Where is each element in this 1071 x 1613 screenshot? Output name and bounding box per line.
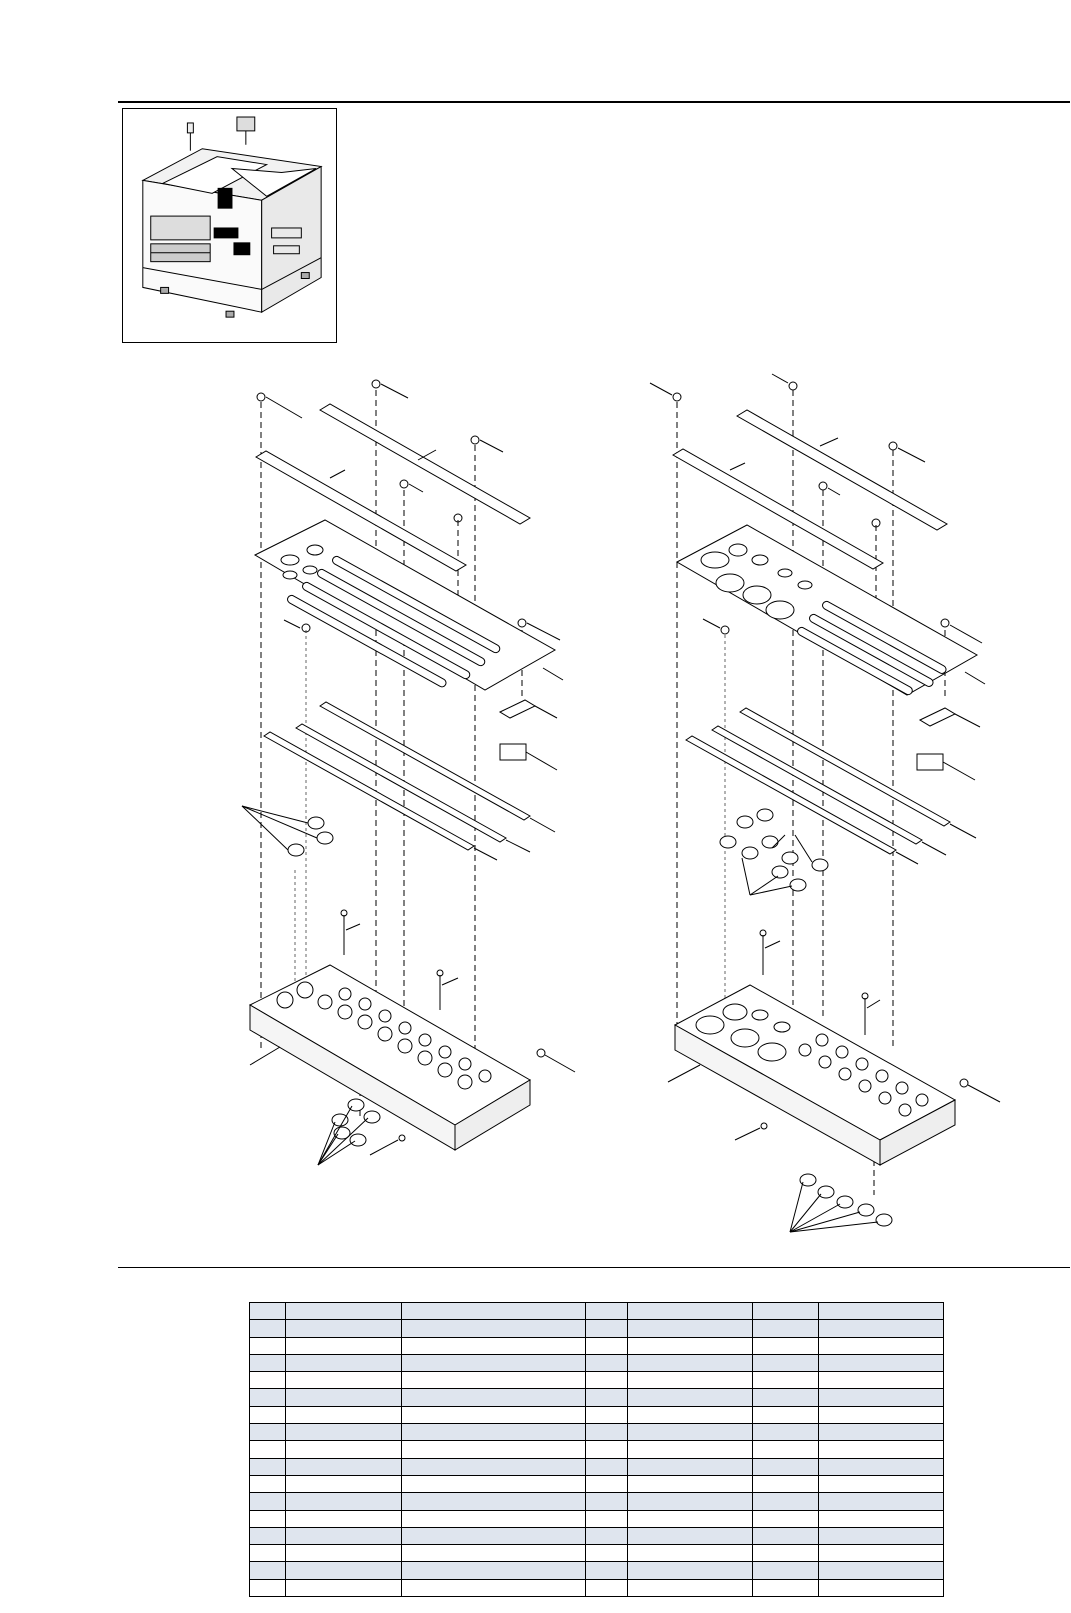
table-cell [819, 1320, 944, 1337]
table-cell [402, 1493, 586, 1510]
table-cell [628, 1406, 753, 1423]
table-cell [402, 1441, 586, 1458]
table-cell [628, 1424, 753, 1441]
table-cell [250, 1458, 286, 1475]
table-cell [628, 1372, 753, 1389]
table-cell [586, 1510, 628, 1527]
table-cell [753, 1320, 819, 1337]
table-row [250, 1303, 944, 1320]
table-cell [753, 1354, 819, 1371]
table-cell [586, 1389, 628, 1406]
table-cell [250, 1441, 286, 1458]
table-cell [819, 1562, 944, 1579]
table-row [250, 1579, 944, 1596]
table-cell [753, 1372, 819, 1389]
table-cell [586, 1337, 628, 1354]
table-cell [286, 1303, 402, 1320]
table-cell [628, 1562, 753, 1579]
table-row [250, 1424, 944, 1441]
table-cell [753, 1527, 819, 1544]
table-cell [250, 1527, 286, 1544]
table-cell [753, 1389, 819, 1406]
table-cell [250, 1424, 286, 1441]
table-cell [586, 1320, 628, 1337]
table-cell [250, 1406, 286, 1423]
table-cell [286, 1441, 402, 1458]
table-cell [819, 1303, 944, 1320]
table-cell [286, 1475, 402, 1492]
table-row [250, 1389, 944, 1406]
table-cell [753, 1510, 819, 1527]
table-cell [753, 1337, 819, 1354]
right-assembly [650, 374, 1000, 1232]
table-cell [586, 1424, 628, 1441]
table-cell [586, 1372, 628, 1389]
table-cell [402, 1389, 586, 1406]
table-cell [250, 1545, 286, 1562]
table-cell [286, 1320, 402, 1337]
table-cell [250, 1475, 286, 1492]
table-cell [628, 1493, 753, 1510]
table-cell [819, 1458, 944, 1475]
table-row [250, 1458, 944, 1475]
table-cell [402, 1406, 586, 1423]
table-cell [286, 1389, 402, 1406]
table-cell [286, 1458, 402, 1475]
table-cell [286, 1527, 402, 1544]
table-cell [628, 1441, 753, 1458]
table-cell [250, 1303, 286, 1320]
table-cell [753, 1493, 819, 1510]
table-cell [753, 1562, 819, 1579]
table-cell [753, 1579, 819, 1596]
table-row [250, 1337, 944, 1354]
table-cell [286, 1337, 402, 1354]
table-row [250, 1562, 944, 1579]
table-cell [586, 1441, 628, 1458]
table-cell [402, 1475, 586, 1492]
table-cell [402, 1510, 586, 1527]
table-cell [402, 1372, 586, 1389]
table-cell [250, 1389, 286, 1406]
table-cell [250, 1493, 286, 1510]
section-divider [118, 1267, 1070, 1268]
table-cell [586, 1545, 628, 1562]
table-row [250, 1372, 944, 1389]
table-cell [753, 1303, 819, 1320]
exploded-assembly-drawing [0, 360, 1071, 1240]
table-cell [286, 1579, 402, 1596]
table-cell [753, 1441, 819, 1458]
table-cell [819, 1354, 944, 1371]
table-row [250, 1406, 944, 1423]
left-assembly [242, 380, 575, 1165]
table-cell [286, 1372, 402, 1389]
table-cell [753, 1475, 819, 1492]
table-row [250, 1441, 944, 1458]
header-rule [118, 101, 1070, 103]
table-cell [819, 1424, 944, 1441]
table-cell [586, 1493, 628, 1510]
table-cell [819, 1545, 944, 1562]
table-cell [250, 1320, 286, 1337]
table-cell [628, 1320, 753, 1337]
table-cell [402, 1320, 586, 1337]
table-cell [819, 1337, 944, 1354]
table-cell [586, 1562, 628, 1579]
table-cell [286, 1424, 402, 1441]
table-cell [586, 1527, 628, 1544]
table-cell [286, 1545, 402, 1562]
table-cell [753, 1458, 819, 1475]
nut-icon [288, 817, 333, 856]
table-cell [286, 1493, 402, 1510]
table-cell [819, 1527, 944, 1544]
parts-table-body [250, 1303, 944, 1597]
table-row [250, 1475, 944, 1492]
table-cell [819, 1510, 944, 1527]
table-cell [628, 1475, 753, 1492]
table-cell [250, 1337, 286, 1354]
table-cell [628, 1354, 753, 1371]
table-cell [628, 1527, 753, 1544]
table-cell [286, 1354, 402, 1371]
table-cell [753, 1406, 819, 1423]
table-cell [402, 1545, 586, 1562]
table-cell [250, 1579, 286, 1596]
table-cell [753, 1545, 819, 1562]
table-cell [628, 1458, 753, 1475]
table-cell [586, 1458, 628, 1475]
table-cell [628, 1389, 753, 1406]
table-cell [819, 1406, 944, 1423]
exploded-view-svg [0, 360, 1071, 1240]
table-cell [819, 1441, 944, 1458]
machine-overview-thumbnail [122, 108, 337, 343]
table-cell [819, 1475, 944, 1492]
parts-table [249, 1302, 944, 1597]
table-cell [402, 1458, 586, 1475]
table-cell [819, 1389, 944, 1406]
table-row [250, 1354, 944, 1371]
table-cell [819, 1579, 944, 1596]
machine-illustration [123, 109, 336, 342]
table-cell [250, 1562, 286, 1579]
table-row [250, 1320, 944, 1337]
table-cell [586, 1354, 628, 1371]
table-cell [628, 1579, 753, 1596]
table-cell [286, 1406, 402, 1423]
table-cell [286, 1562, 402, 1579]
table-row [250, 1527, 944, 1544]
table-cell [402, 1579, 586, 1596]
table-cell [628, 1545, 753, 1562]
table-cell [586, 1475, 628, 1492]
table-cell [586, 1303, 628, 1320]
table-cell [586, 1406, 628, 1423]
table-cell [819, 1493, 944, 1510]
table-row [250, 1493, 944, 1510]
table-cell [286, 1510, 402, 1527]
table-cell [628, 1337, 753, 1354]
table-row [250, 1545, 944, 1562]
table-cell [819, 1372, 944, 1389]
table-cell [753, 1424, 819, 1441]
table-cell [402, 1562, 586, 1579]
table-cell [402, 1337, 586, 1354]
table-cell [402, 1424, 586, 1441]
table-cell [402, 1354, 586, 1371]
table-cell [250, 1372, 286, 1389]
table-cell [586, 1579, 628, 1596]
table-cell [628, 1303, 753, 1320]
table-cell [628, 1510, 753, 1527]
table-row [250, 1510, 944, 1527]
table-cell [402, 1527, 586, 1544]
table-cell [250, 1510, 286, 1527]
table-cell [402, 1303, 586, 1320]
table-cell [250, 1354, 286, 1371]
